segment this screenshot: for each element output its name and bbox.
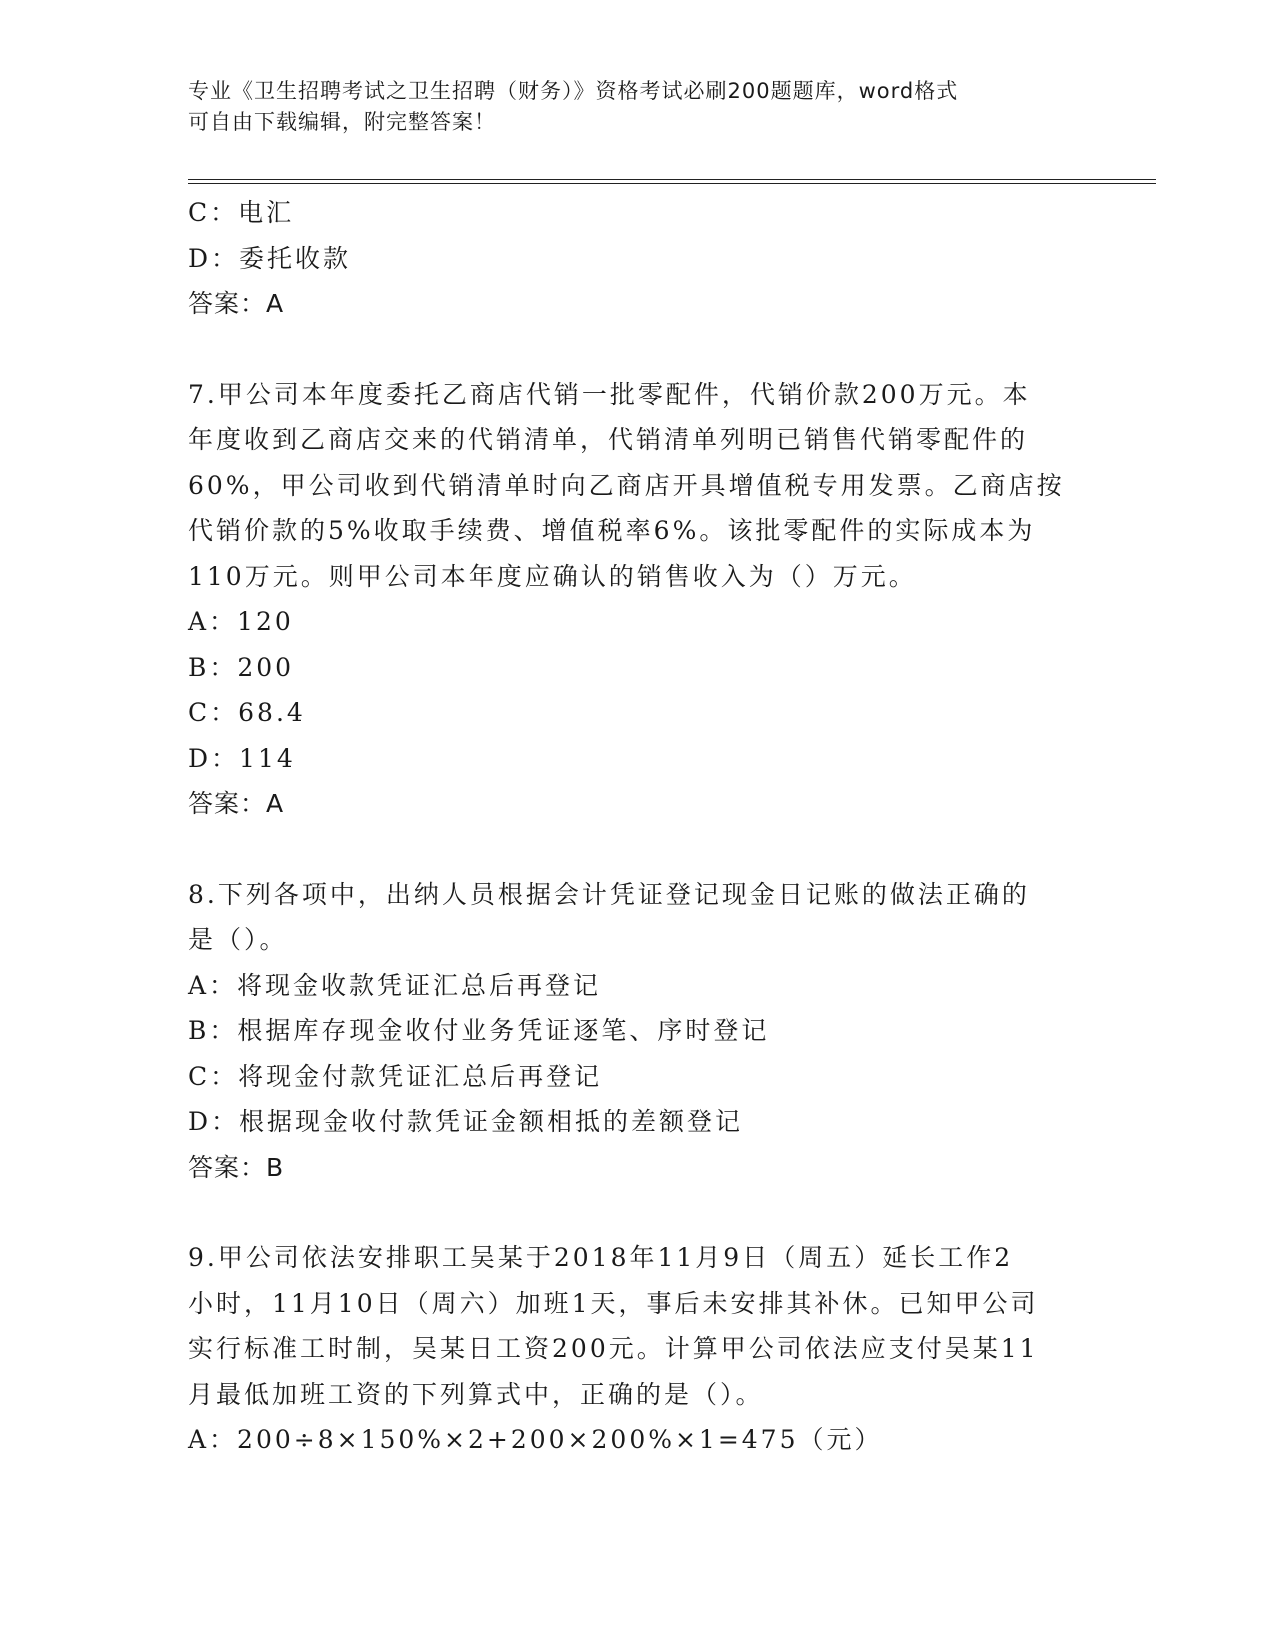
answer: 答案：B xyxy=(188,1152,285,1182)
question-stem-line: 是（）。 xyxy=(188,925,288,954)
option-d: D：委托收款 xyxy=(188,243,352,273)
option-a: A：200÷8×150%×2+200×200%×1=475（元） xyxy=(188,1425,883,1454)
answer: 答案：A xyxy=(188,289,285,318)
question-8 xyxy=(188,872,1088,1191)
spacer xyxy=(188,1190,1088,1235)
option-b: B：200 xyxy=(188,652,295,682)
question-stem-line: 小时，11月10日（周六）加班1天，事后未安排其补休。已知甲公司 xyxy=(188,1288,1039,1318)
header-line: 可自由下载编辑，附完整答案！ xyxy=(188,110,496,134)
question-stem-line: 代销价款的5%收取手续费、增值税率6%。该批零配件的实际成本为 xyxy=(188,516,1036,545)
option-c: C：68.4 xyxy=(188,698,306,727)
spacer xyxy=(188,827,1088,872)
option-c: C：将现金付款凭证汇总后再登记 xyxy=(188,1061,603,1091)
document-body xyxy=(188,190,1088,1463)
question-6 xyxy=(188,190,1088,327)
question-stem-line: 实行标准工时制，吴某日工资200元。计算甲公司依法应支付吴某11 xyxy=(188,1334,1039,1363)
option-c: C：电汇 xyxy=(188,198,295,227)
option-d: D：114 xyxy=(188,743,296,773)
answer: 答案：A xyxy=(188,789,285,818)
question-stem-line: 110万元。则甲公司本年度应确认的销售收入为（）万元。 xyxy=(188,561,917,591)
question-9 xyxy=(188,1235,1088,1463)
question-stem-line: 8.下列各项中，出纳人员根据会计凭证登记现金日记账的做法正确的 xyxy=(188,879,1030,909)
option-d: D：根据现金收付款凭证金额相抵的差额登记 xyxy=(188,1107,744,1136)
option-a: A：120 xyxy=(188,607,294,636)
question-7 xyxy=(188,372,1088,827)
question-stem-line: 60%，甲公司收到代销清单时向乙商店开具增值税专用发票。乙商店按 xyxy=(188,470,1065,500)
spacer xyxy=(188,327,1088,372)
option-a: A：将现金收款凭证汇总后再登记 xyxy=(188,970,602,1000)
question-stem-line: 月最低加班工资的下列算式中，正确的是（）。 xyxy=(188,1379,764,1409)
question-stem-line: 年度收到乙商店交来的代销清单，代销清单列明已销售代销零配件的 xyxy=(188,425,1029,454)
header-rule-bottom xyxy=(188,183,1156,184)
question-stem-line: 9.甲公司依法安排职工吴某于2018年11月9日（周五）延长工作2 xyxy=(188,1243,1014,1272)
header-line: 专业《卫生招聘考试之卫生招聘（财务）》资格考试必刷200题题库，word格式 xyxy=(188,79,959,103)
question-stem-line: 7.甲公司本年度委托乙商店代销一批零配件，代销价款200万元。本 xyxy=(188,379,1031,409)
option-b: B：根据库存现金收付业务凭证逐笔、序时登记 xyxy=(188,1016,770,1045)
header-rule-top xyxy=(188,179,1156,180)
page-header xyxy=(188,76,1068,138)
